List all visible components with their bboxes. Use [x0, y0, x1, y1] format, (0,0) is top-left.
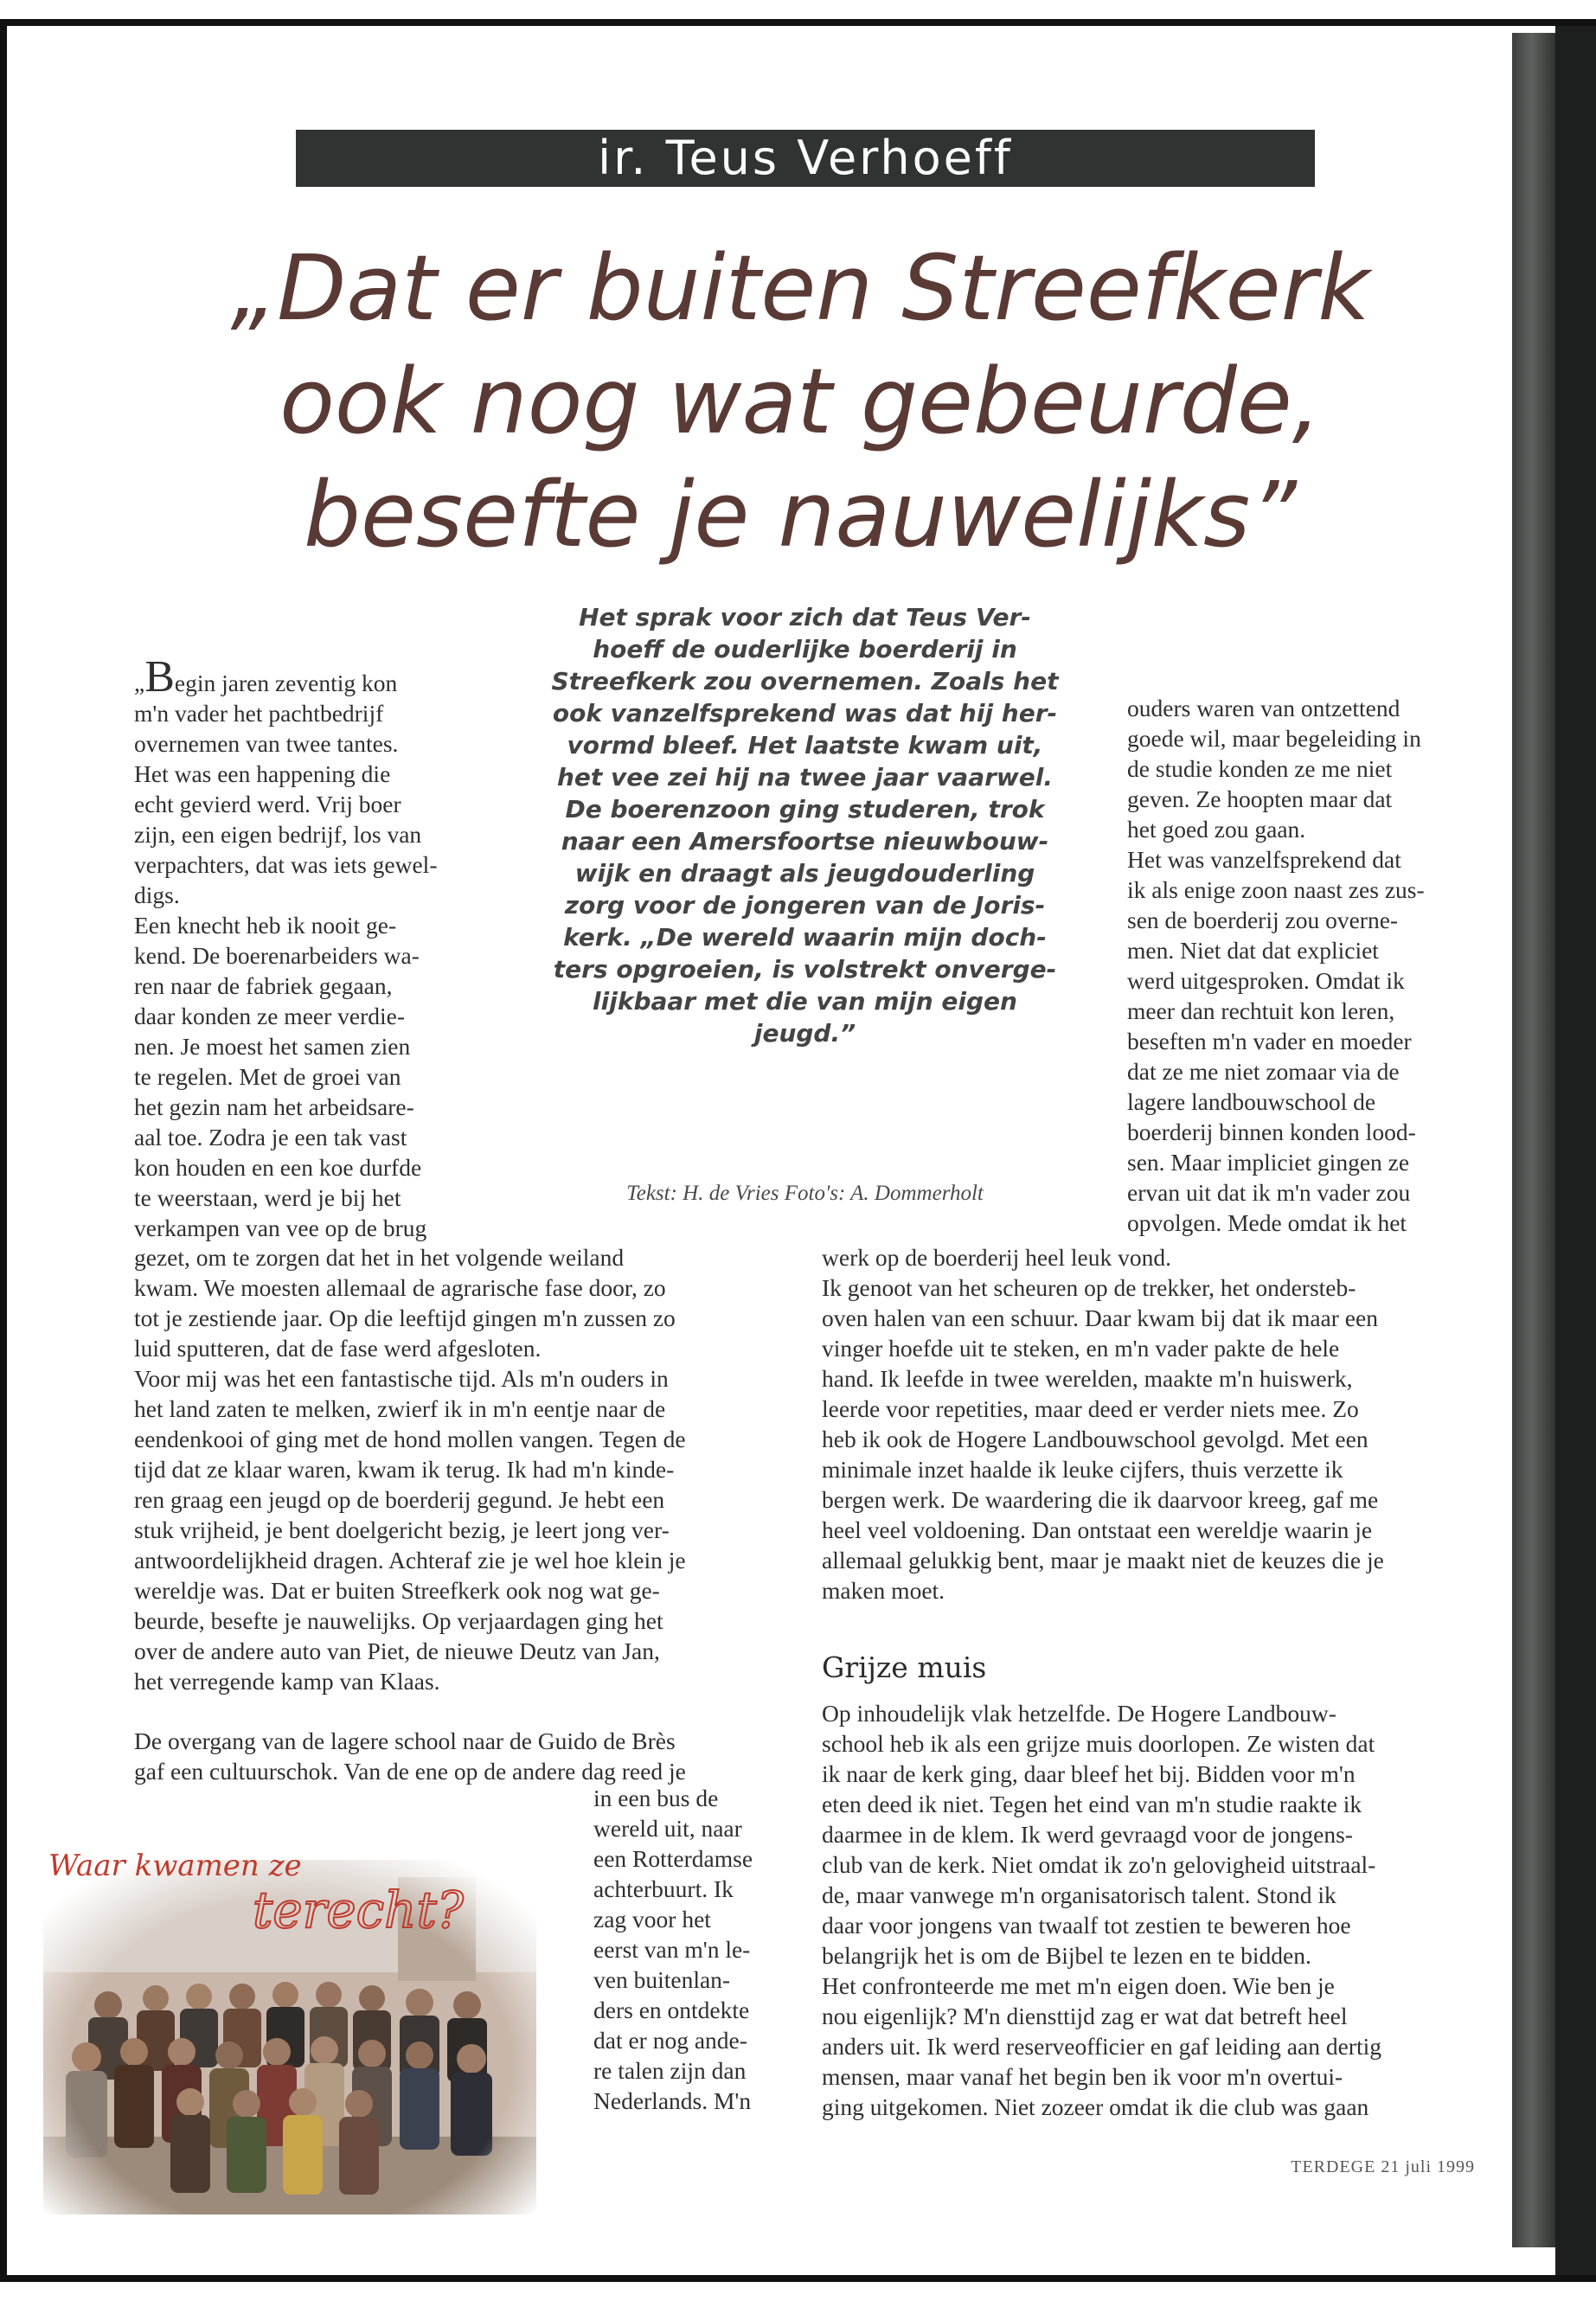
body-line: Ik genoot van het scheuren op de trekker, het ondersteb-	[822, 1274, 1356, 1301]
body-line: dat ze me niet zomaar via de	[1127, 1058, 1400, 1085]
body-line: aal toe. Zodra je een tak vast	[134, 1124, 407, 1150]
body-line: eten deed ik niet. Tegen het eind van m'n studie raakte ik	[822, 1791, 1362, 1817]
body-line: te regelen. Met de groei van	[134, 1063, 401, 1090]
body-line: school heb ik als een grijze muis doorlopen. Ze wisten dat	[822, 1730, 1375, 1757]
body-column-right-mid	[822, 1242, 1475, 1606]
body-line: boerderij binnen konden lood-	[1127, 1118, 1416, 1145]
intro-line: naar een Amersfoortse nieuwbouw-	[561, 827, 1049, 856]
body-line: minimale inzet haalde ik leuke cijfers, thuis verzette ik	[822, 1456, 1343, 1483]
side-strip	[1512, 33, 1555, 2247]
body-line: het verregende kamp van Klaas.	[134, 1668, 440, 1695]
body-line: heb ik ook de Hogere Landbouwschool gevolgd. Met een	[822, 1426, 1368, 1452]
intro-paragraph	[517, 601, 1093, 1049]
headline-line: ook nog wat gebeurde,	[279, 349, 1321, 454]
body-line: digs.	[134, 881, 180, 908]
body-line: kon houden en een koe durfde	[134, 1154, 422, 1181]
body-column-right-top	[1127, 693, 1490, 1238]
photo-caption-line2: terecht?	[253, 1881, 464, 1939]
body-line: hand. Ik leefde in twee werelden, maakte m'n huiswerk,	[822, 1365, 1353, 1392]
intro-line: het vee zei hij na twee jaar vaarwel.	[557, 763, 1053, 792]
body-column-right-bottom	[822, 1698, 1475, 2122]
body-line: ven buitenlan-	[593, 1966, 731, 1993]
body-line: daarmee in de klem. Ik werd gevraagd voor de jongens-	[822, 1821, 1353, 1848]
intro-line: vormd bleef. Het laatste kwam uit,	[567, 731, 1043, 760]
intro-line: wijk en draagt als jeugdouderling	[574, 859, 1035, 888]
body-line: eendenkooi of ging met de hond mollen vangen. Tegen de	[134, 1426, 686, 1452]
body-line: de, maar vanwege m'n organisatorisch talent. Stond ik	[822, 1881, 1336, 1908]
intro-line: Streefkerk zou overnemen. Zoals het	[551, 667, 1059, 695]
body-line: Op inhoudelijk vlak hetzelfde. De Hogere Landbouw-	[822, 1700, 1336, 1727]
body-line: kwam. We moesten allemaal de agrarische fase door, zo	[134, 1274, 666, 1301]
body-line: ervan uit dat ik m'n vader zou	[1127, 1179, 1411, 1206]
intro-line: kerk. „De wereld waarin mijn doch-	[563, 923, 1047, 952]
body-line: geven. Ze hoopten maar dat	[1127, 785, 1393, 812]
body-line: ren naar de fabriek gegaan,	[134, 972, 393, 999]
intro-line: ters opgroeien, is volstrekt onverge-	[553, 955, 1057, 984]
body-column-left-mid	[134, 1242, 796, 1696]
intro-line: ook vanzelfsprekend was dat hij her-	[552, 699, 1058, 727]
body-column-left-top	[134, 652, 502, 1243]
body-line: daar voor jongens van twaalf tot zestien te beweren hoe	[822, 1912, 1351, 1939]
body-line: nen. Je moest het samen zien	[134, 1033, 411, 1060]
body-line: m'n vader het pachtbedrijf	[134, 700, 384, 727]
body-line: dat er nog ande-	[593, 2027, 747, 2054]
body-column-left-bottom	[134, 1726, 796, 1786]
intro-line: De boerenzoon ging studeren, trok	[565, 795, 1045, 824]
body-line: zijn, een eigen bedrijf, los van	[134, 821, 422, 848]
body-line: het land zaten te melken, zwierf ik in m'n eentje naar de	[134, 1395, 666, 1422]
body-line: werd uitgesproken. Omdat ik	[1127, 967, 1405, 994]
body-line: achterbuurt. Ik	[593, 1875, 734, 1902]
headline	[104, 232, 1497, 572]
body-line: Het confronteerde me met m'n eigen doen. Wie ben je	[822, 1972, 1335, 1999]
page-border-left	[0, 19, 7, 2282]
body-line: te weerstaan, werd je bij het	[134, 1184, 401, 1211]
dropcap-letter: B	[144, 652, 175, 702]
body-line: sen. Maar impliciet gingen ze	[1127, 1149, 1410, 1176]
body-line: de studie konden ze me niet	[1127, 755, 1393, 782]
body-line: meer dan rechtuit kon leren,	[1127, 997, 1395, 1024]
body-line: re talen zijn dan	[593, 2057, 747, 2084]
body-line: sen de boerderij zou overne-	[1127, 907, 1399, 933]
body-line: goede wil, maar begeleiding in	[1127, 725, 1421, 752]
intro-line: jeugd.”	[753, 1019, 856, 1048]
photo-caption-line1: Waar kwamen ze	[48, 1849, 302, 1883]
body-line: tijd dat ze klaar waren, kwam ik terug. Ik had m'n kinde-	[134, 1456, 675, 1483]
body-line: gaf een cultuurschok. Van de ene op de andere dag reed je	[134, 1758, 686, 1785]
body-line: gezet, om te zorgen dat het in het volgende weiland	[134, 1244, 625, 1271]
body-line: men. Niet dat dat expliciet	[1127, 937, 1379, 964]
author-title-bar	[296, 130, 1315, 187]
body-line: verpachters, dat was iets gewel-	[134, 851, 438, 878]
page-border-top	[0, 19, 1596, 26]
issue-footer: TERDEGE 21 juli 1999	[1291, 2157, 1475, 2176]
class-photo-image	[26, 1825, 554, 2223]
body-line: Het was vanzelfsprekend dat	[1127, 846, 1401, 873]
body-line: eerst van m'n le-	[593, 1936, 751, 1963]
body-line: in een bus de	[593, 1785, 719, 1811]
body-line: ren graag een jeugd op de boerderij gegund. Je hebt een	[134, 1486, 665, 1513]
body-line: belangrijk het is om de Bijbel te lezen en te bidden.	[822, 1942, 1311, 1969]
intro-line: lijkbaar met die van mijn eigen	[593, 987, 1017, 1016]
body-line: lagere landbouwschool de	[1127, 1088, 1376, 1115]
body-line: verkampen van vee op de brug	[134, 1215, 427, 1241]
body-line: ging uitgekomen. Niet zozeer omdat ik die club was gaan	[822, 2093, 1369, 2120]
body-line: stuk vrijheid, je bent doelgericht bezig, je leert jong ver-	[134, 1516, 670, 1543]
body-line: Voor mij was het een fantastische tijd. Als m'n ouders in	[134, 1365, 669, 1392]
body-line: het goed zou gaan.	[1127, 816, 1306, 843]
body-column-left-narrow	[593, 1783, 797, 2116]
body-line: beseften m'n vader en moeder	[1127, 1028, 1412, 1054]
body-line: ik als enige zoon naast zes zus-	[1127, 876, 1425, 903]
body-line: Nederlands. M'n	[593, 2087, 752, 2114]
body-line: beurde, besefte je nauwelijks. Op verjaardagen ging het	[134, 1607, 663, 1634]
body-line: werk op de boerderij heel leuk vond.	[822, 1244, 1171, 1271]
body-line: antwoordelijkheid dragen. Achteraf zie je wel hoe klein je	[134, 1547, 686, 1574]
body-line: het gezin nam het arbeidsare-	[134, 1093, 414, 1120]
body-line: club van de kerk. Niet omdat ik zo'n gelovigheid uitstraal-	[822, 1851, 1376, 1878]
author-name: ir. Teus Verhoeff	[598, 131, 1013, 185]
body-line: anders uit. Ik werd reserveofficier en gaf leiding aan dertig	[822, 2033, 1381, 2060]
body-line: Het was een happening die	[134, 760, 391, 787]
body-line: luid sputteren, dat de fase werd afgesloten.	[134, 1335, 542, 1362]
body-line: echt gevierd werd. Vrij boer	[134, 791, 401, 817]
photo-credits: Tekst: H. de Vries Foto's: A. Dommerholt	[626, 1182, 984, 1205]
body-line: daar konden ze meer verdie-	[134, 1003, 406, 1029]
headline-line: „Dat er buiten Streefkerk	[230, 235, 1370, 341]
body-line: maken moet.	[822, 1577, 945, 1604]
body-line: nou eigenlijk? M'n diensttijd zag er wat dat betreft heel	[822, 2003, 1348, 2029]
body-line: kend. De boerenarbeiders wa-	[134, 942, 420, 969]
dropcap-quote: „	[134, 670, 145, 696]
body-line: opvolgen. Mede omdat ik het	[1127, 1209, 1407, 1236]
body-line: bergen werk. De waardering die ik daarvoor kreeg, gaf me	[822, 1486, 1379, 1513]
body-line: mensen, maar vanaf het begin ben ik voor m'n overtui-	[822, 2063, 1343, 2090]
body-line: Een knecht heb ik nooit ge-	[134, 912, 397, 939]
intro-line: zorg voor de jongeren van de Joris-	[564, 891, 1046, 920]
headline-line: besefte je nauwelijks”	[303, 462, 1298, 567]
intro-line: hoeff de ouderlijke boerderij in	[593, 635, 1017, 663]
intro-line: Het sprak voor zich dat Teus Ver-	[579, 603, 1031, 631]
body-line: vinger hoefde uit te steken, en m'n vader pakte de hele	[822, 1335, 1340, 1362]
body-line: wereld uit, naar	[593, 1815, 742, 1842]
body-line: De overgang van de lagere school naar de Guido de Brès	[134, 1727, 676, 1754]
body-line: overnemen van twee tantes.	[134, 730, 399, 757]
body-line: ik naar de kerk ging, daar bleef het bij. Bidden voor m'n	[822, 1760, 1356, 1787]
body-line: oven halen van een schuur. Daar kwam bij dat ik maar een	[822, 1304, 1378, 1331]
body-line: over de andere auto van Piet, de nieuwe Deutz van Jan,	[134, 1638, 660, 1664]
section-subhead: Grijze muis	[822, 1650, 987, 1684]
side-strip-edge	[1555, 26, 1596, 2275]
body-line: allemaal gelukkig bent, maar je maakt niet de keuzes die je	[822, 1547, 1384, 1574]
body-line: ouders waren van ontzettend	[1127, 695, 1401, 721]
page-border-bottom	[0, 2275, 1596, 2282]
body-line: egin jaren zeventig kon	[174, 670, 398, 696]
body-line: ders en ontdekte	[593, 1997, 750, 2023]
body-line-first	[134, 652, 502, 702]
body-line: leerde voor repetities, maar deed er verder niets mee. Zo	[822, 1395, 1359, 1422]
body-line: heel veel voldoening. Dan ontstaat een wereldje waarin je	[822, 1516, 1373, 1543]
body-line: een Rotterdamse	[593, 1845, 753, 1872]
class-photo	[26, 1825, 554, 2223]
body-line: tot je zestiende jaar. Op die leeftijd gingen m'n zussen zo	[134, 1304, 676, 1331]
body-line: wereldje was. Dat er buiten Streefkerk ook nog wat ge-	[134, 1577, 660, 1604]
body-line: zag voor het	[593, 1906, 711, 1932]
